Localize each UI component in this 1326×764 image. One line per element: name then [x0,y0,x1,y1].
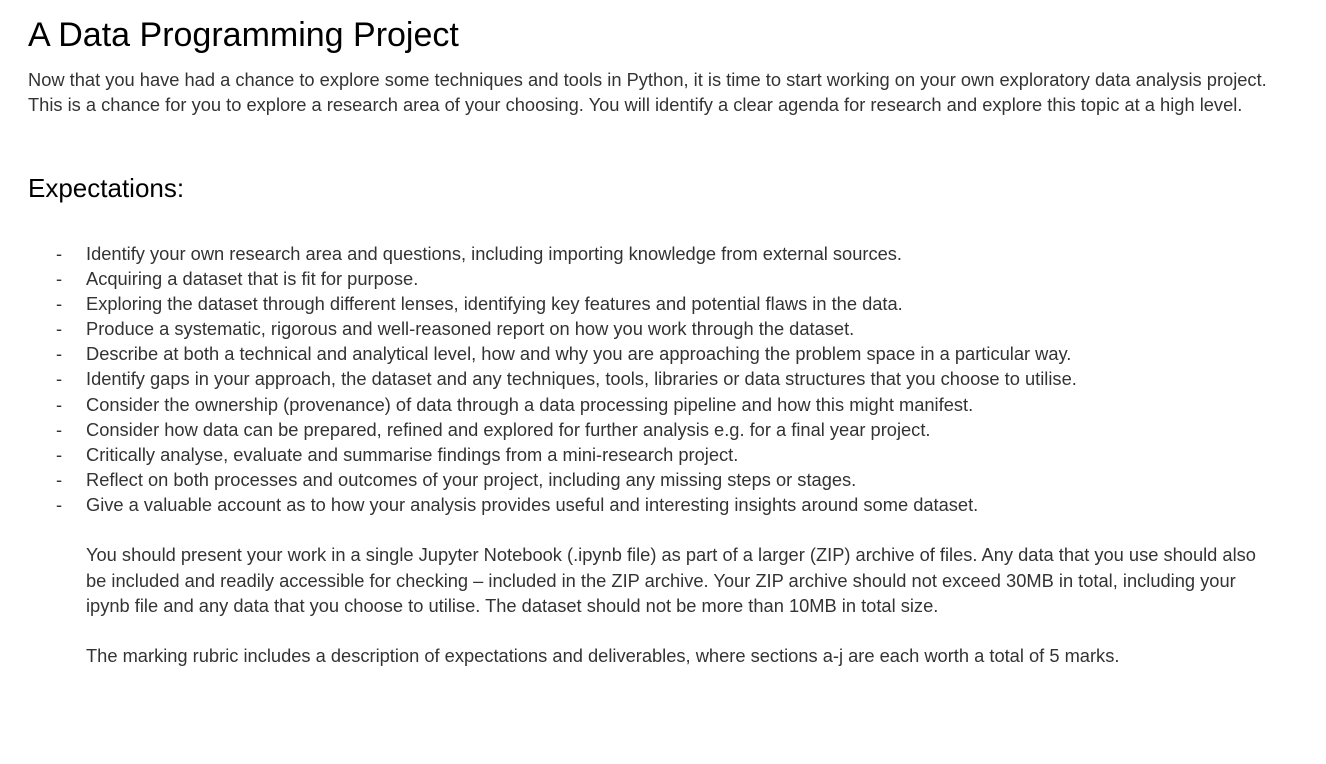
expectations-heading: Expectations: [28,173,185,203]
bullet-dash: - [56,243,63,264]
list-item-text: Identify gaps in your approach, the dataset and any techniques, tools, libraries or data structures that you choose to utilise. [86,368,1077,390]
bullet-dash: - [56,268,63,290]
bullet-dash: - [56,493,63,515]
list-item-text: Produce a systematic, rigorous and well-reasoned report on how you work through the dataset. [86,318,855,340]
bullet-dash: - [56,443,63,465]
bullet-dash: - [56,293,63,315]
list-item-text: Consider the ownership (provenance) of data through a data processing pipeline and how this might manifest. [86,393,974,415]
bullet-dash: - [56,393,63,415]
submission-line: be included and readily accessible for checking – included in the ZIP archive. Your ZIP archive should not exceed 30MB in total, including your [86,569,1236,591]
list-item [28,316,1318,341]
list-item [28,417,1318,442]
bullet-dash: - [56,343,63,365]
list-item [28,266,1318,291]
list-item [28,492,1318,517]
list-item [28,241,1318,266]
list-item [28,392,1318,417]
submission-line: ipynb file and any data that you choose to utilise. The dataset should not be more than 10MB in total size. [86,595,939,616]
bullet-dash: - [56,318,63,340]
bullet-dash: - [56,418,63,440]
intro-paragraph [28,67,1318,117]
list-item-text: Describe at both a technical and analytical level, how and why you are approaching the problem space in a particular way. [86,343,1072,365]
list-item [28,291,1318,316]
list-item [28,366,1318,391]
expectations-list [28,241,1318,517]
submission-line: You should present your work in a single Jupyter Notebook (.ipynb file) as part of a larger (ZIP) archive of files. Any data that you use should also [86,544,1256,565]
intro-line: Now that you have had a chance to explore some techniques and tools in Python, it is time to start working on your own exploratory data analysis project. [28,69,1267,90]
list-item [28,442,1318,467]
page-title: A Data Programming Project [28,16,459,54]
intro-line: This is a chance for you to explore a research area of your choosing. You will identify a clear agenda for research and explore this topic at a high level. [28,94,1243,115]
list-item-text: Give a valuable account as to how your analysis provides useful and interesting insights around some dataset. [86,493,979,515]
rubric-paragraph [86,643,1318,669]
list-item [28,341,1318,366]
submission-paragraph [86,542,1318,619]
list-item-text: Acquiring a dataset that is fit for purpose. [86,268,419,290]
list-item-text: Critically analyse, evaluate and summarise findings from a mini-research project. [86,443,739,465]
bullet-dash: - [56,368,63,390]
bullet-dash: - [56,468,63,490]
rubric-line: The marking rubric includes a description of expectations and deliverables, where sections a-j are each worth a total of 5 marks. [86,645,1120,666]
list-item-text: Reflect on both processes and outcomes of your project, including any missing steps or stages. [86,468,857,490]
list-item [28,467,1318,492]
list-item-text: Exploring the dataset through different lenses, identifying key features and potential flaws in the data. [86,293,903,315]
list-item-text: Identify your own research area and questions, including importing knowledge from external sources. [86,243,902,264]
list-item-text: Consider how data can be prepared, refined and explored for further analysis e.g. for a final year project. [86,418,931,440]
